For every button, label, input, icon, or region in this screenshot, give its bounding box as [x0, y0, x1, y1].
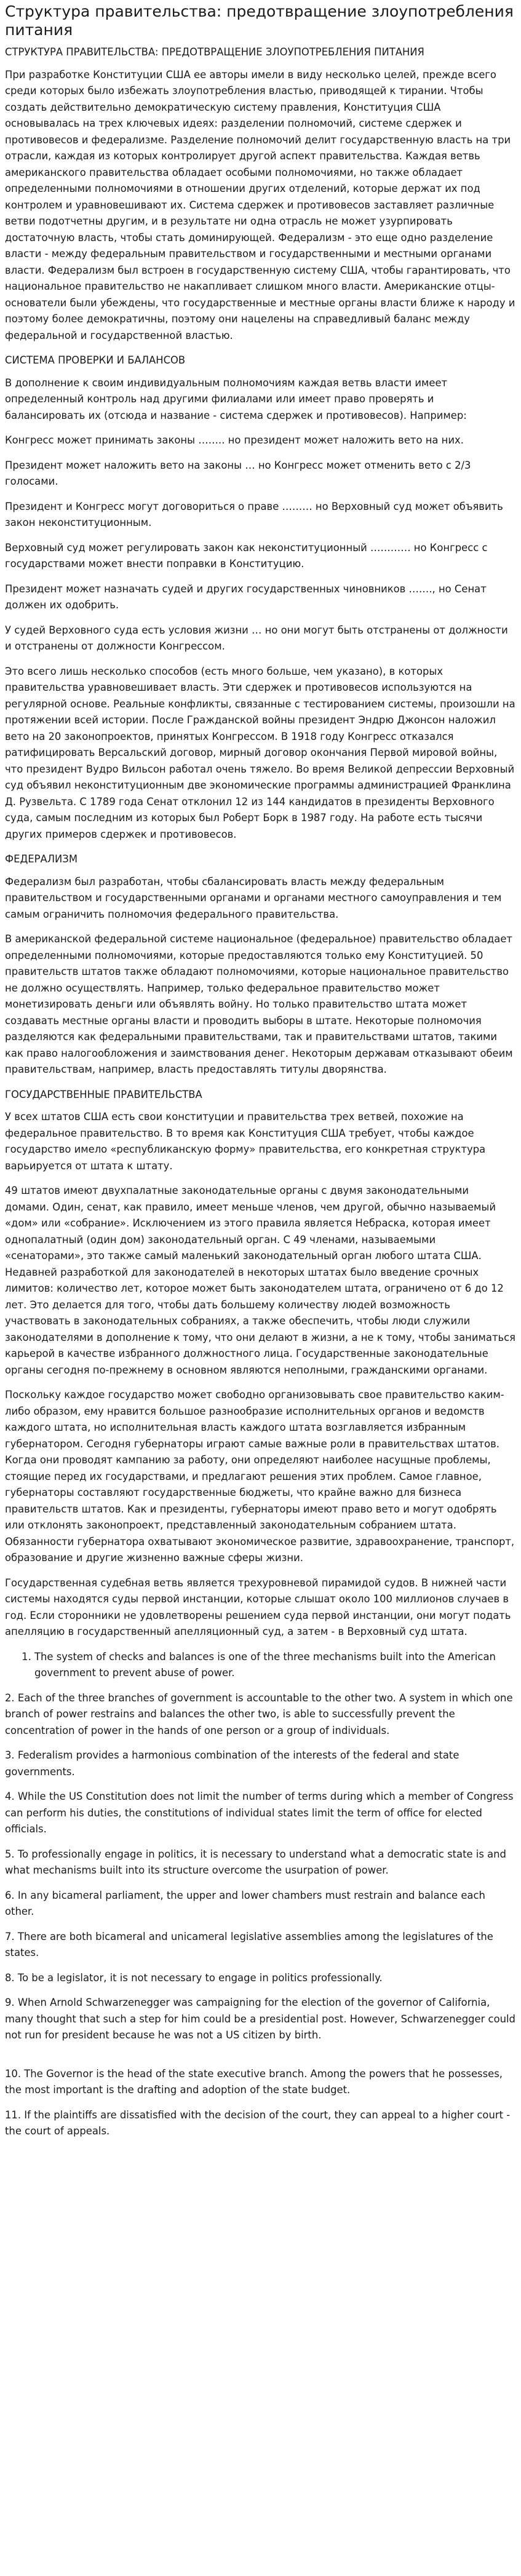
section-heading-federalism: ФЕДЕРАЛИЗМ: [5, 853, 78, 865]
summary-list-item: 1. The system of checks and balances is one of the three mechanisms built into the American government to prevent abuse of power.: [34, 1649, 516, 1682]
state-paragraph: 49 штатов имеют двухпалатные законодательные органы с двумя законодательными домами. Один, сенат, как правило, имеет меньше членов, чем другой, обычно называемый «дом» или «собрание». Исключением из этого правила является Небраска, которая имеет однопалатный (один дом) законодательный орган. С 49 членами, называемыми «сенаторами», это также самый маленький законодательный орган любого штата США. Недавней разработкой для законодателей в некоторых штатах было введение срочных лимитов: количество лет, которое может быть законодателем штата, ограничено от 6 до 12 лет. Это делается для того, чтобы дать большему количеству людей возможность участвовать в законодательных собраниях, а также обеспечить, чтобы люди служили законодателями в дополнение к тому, что они делают в жизни, а не к тому, чтобы заниматься карьерой в качестве избранного должностного лица. Государственные законодательные органы сегодня по-прежнему в основном являются неполными, гражданскими органами.: [5, 1185, 516, 1376]
section-heading-checks: СИСТЕМА ПРОВЕРКИ И БАЛАНСОВ: [5, 354, 186, 366]
state-paragraph: Государственная судебная ветвь является трехуровневой пирамидой судов. В нижней части системы находятся суды первой инстанции, которые слышат около 100 миллионов случаев в год. Если сторонники не удовлетворены решением суда первой инстанции, они могут подать апелляцию в государственный апелляционный суд, а затем - в Верховный суд штата.: [5, 1576, 511, 1637]
state-paragraph: У всех штатов США есть свои конституции и правительства трех ветвей, похожие на федеральное правительство. В то время как Конституция США требует, чтобы каждое государство имело «республиканскую форму» правительства, его конкретная структура варьируется от штата к штату.: [5, 1111, 486, 1172]
article: [0, 2, 521, 2153]
numbered-statement: 8. To be a legislator, it is not necessary to engage in politics professionally.: [5, 1971, 383, 1984]
federalism-paragraph: Федерализм был разработан, чтобы сбалансировать власть между федеральным правительством и государственными органами и органами местного самоуправления и тем самым ограничить полномочия федерального правительства.: [5, 875, 502, 920]
article-subheading: СТРУКТУРА ПРАВИТЕЛЬСТВА: ПРЕДОТВРАЩЕНИЕ ЗЛОУПОТРЕБЛЕНИЯ ПИТАНИЯ: [5, 46, 424, 58]
numbered-statement: 4. While the US Constitution does not limit the number of terms during which a member of Congress can perform his duties, the constitutions of individual states limit the term of office for elected officials.: [5, 1791, 514, 1835]
numbered-statement: 9. When Arnold Schwarzenegger was campaigning for the election of the governor of California, many thought that such a step for him could be a presidential post. However, Schwarzenegger could not run for president because he was not a US citizen by birth.: [5, 1997, 515, 2041]
numbered-statement: 3. Federalism provides a harmonious combination of the interests of the federal and state governments.: [5, 1749, 459, 1778]
numbered-statement: 5. To professionally engage in politics, it is necessary to understand what a democratic state is and what mechanisms built into its structure overcome the usurpation of power.: [5, 1848, 506, 1876]
numbered-statement: 11. If the plaintiffs are dissatisfied with the decision of the court, they can appeal to a higher court - the court of appeals.: [5, 2109, 511, 2137]
checks-example: Президент и Конгресс могут договориться о праве ……… но Верховный суд может объявить закон неконституционным.: [5, 500, 503, 528]
page-title: Структура правительства: предотвращение злоупотребления питания: [5, 2, 514, 39]
checks-example: Президент может наложить вето на законы … но Конгресс может отменить вето с 2/3 голосами.: [5, 459, 471, 487]
checks-example: Верховный суд может регулировать закон как неконституционный ………… но Конгресс с государствами может внести поправки в Конституцию.: [5, 541, 488, 570]
section-heading-state-governments: ГОСУДАРСТВЕННЫЕ ПРАВИТЕЛЬСТВА: [5, 1088, 202, 1100]
checks-history-paragraph: Это всего лишь несколько способов (есть много больше, чем указано), в которых правительства уравновешивает власть. Эти сдержек и противовесов используются на регулярной основе. Реальные конфликты, связанные с тестированием системы, произошли на протяжении всей истории. После Гражданской войны президент Эндрю Джонсон наложил вето на 20 законопроектов, принятых Конгрессом. В 1918 году Конгресс отказался ратифицировать Версальский договор, мирный договор окончания Первой мировой войны, что президент Вудро Вильсон работал очень тяжело. Во время Великой депрессии Верховный суд объявил неконституционным две экономические программы администрацией Франклина Д. Рузвельта. С 1789 года Сенат отклонил 12 из 144 кандидатов в президенты Верховного суда, самым последним из которых был Роберт Борк в 1987 году. На работе есть тысячи других примеров сдержек и противовесов.: [5, 665, 515, 840]
numbered-statement: 10. The Governor is the head of the state executive branch. Among the powers that he possesses, the most important is the drafting and adoption of the state budget.: [5, 2067, 503, 2096]
spacer: [5, 2053, 516, 2066]
numbered-statement: 6. In any bicameral parliament, the upper and lower chambers must restrain and balance each other.: [5, 1889, 485, 1917]
numbered-statement: 2. Each of the three branches of government is accountable to the other two. A system in which one branch of power restrains and balances the other two, is able to successfully prevent the concentration of power in the hands of one person or a group of individuals.: [5, 1691, 513, 1736]
summary-list: [5, 1649, 516, 1682]
final-statements: [5, 2066, 516, 2140]
checks-intro-paragraph: В дополнение к своим индивидуальным полномочиям каждая ветвь власти имеет определенный контроль над другими филиалами или имеет право проверять и балансировать их (отсюда и название - система сдержек и противовесов). Например:: [5, 376, 467, 421]
numbered-statements: [5, 1690, 516, 2044]
numbered-statement: 7. There are both bicameral and unicameral legislative assemblies among the legislatures of the states.: [5, 1930, 493, 1958]
state-paragraph: Поскольку каждое государство может свободно организовывать свое правительство каким-либо образом, ему нравится большое разнообразие исполнительных органов и ведомств каждого штата, но исполнительная власть каждого штата возглавляется избранным губернатором. Сегодня губернаторы играют самые важные роли в правительствах штатов. Когда они проводят кампанию за работу, они определяют наиболее насущные проблемы, стоящие перед их государствами, и предлагают решения этих проблем. Самое главное, губернаторы составляют государственные бюджеты, что крайне важно для бизнеса правительств штатов. Как и президенты, губернаторы имеют право вето и могут одобрять или отклонять законопроект, представленный законодательным собранием штата. Обязанности губернатора охватывают экономическое развитие, здравоохранение, транспорт, образование и другие жизненно важные сферы жизни.: [5, 1389, 515, 1564]
checks-example: Конгресс может принимать законы …….. но президент может наложить вето на них.: [5, 434, 464, 446]
checks-example: Президент может назначать судей и других государственных чиновников ……., но Сенат должен их одобрить.: [5, 582, 487, 611]
federalism-paragraph: В американской федеральной системе национальное (федеральное) правительство обладает определенными полномочиями, которые предоставляются только ему Конституцией. 50 правительств штатов также обладают полномочиями, которые национальное правительство не должно осуществлять. Например, только федеральное правительство может монетизировать деньги или объявлять войну. Но только правительство штата может создавать местные органы власти и проводить выборы в штате. Некоторые полномочия разделяются как федеральными правительствами, так и правительствами штатов, такими как право налогообложения и заимствования денег. Некоторым державам отказывают обеим правительствам, например, власть предоставлять титулы дворянства.: [5, 933, 513, 1075]
intro-paragraph: При разработке Конституции США ее авторы имели в виду несколько целей, прежде всего среди которых было избежать злоупотребления властью, приводящей к тирании. Чтобы создать действительно демократическую систему правления, Конституция США основывалась на трех ключевых идеях: разделении полномочий, системе сдержек и противовесов и федерализме. Разделение полномочий делит государственную власть на три отрасли, каждая из которых контролирует другой аспект правительства. Каждая ветвь американского правительства обладает особыми полномочиями, но также обладает определенными полномочиями в отношении других отделений, которые держат их под контролем и уравновешивают их. Система сдержек и противовесов заставляет различные ветви подотчетны другим, и в результате ни одна отрасль не может узурпировать достаточную власть, чтобы стать доминирующей. Федерализм - это еще одно разделение власти - между федеральным правительством и государственными и местными органами власти. Федерализм был встроен в государственную систему США, чтобы гарантировать, что национальное правительство не накапливает слишком много власти. Американские отцы-основатели были убеждены, что государственные и местные органы власти ближе к народу и поэтому более демократичны, поэтому они нацелены на справедливый баланс между федеральной и государственной властью.: [5, 68, 515, 341]
checks-example: У судей Верховного суда есть условия жизни … но они могут быть отстранены от должности и отстранены от должности Конгрессом.: [5, 624, 508, 652]
